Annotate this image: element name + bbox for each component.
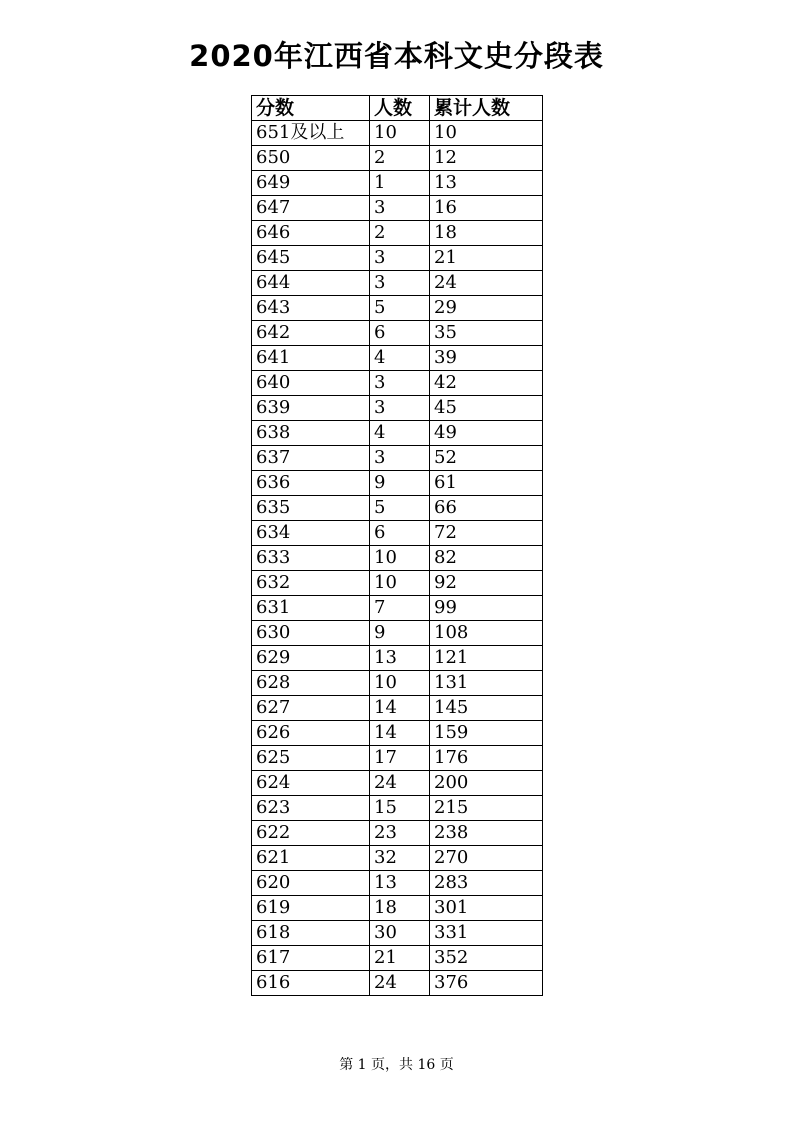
cell-score: 629 — [252, 646, 370, 671]
table-row — [252, 971, 543, 996]
cell-cumulative: 39 — [430, 346, 543, 371]
cell-count: 10 — [370, 121, 430, 146]
cell-count: 10 — [370, 671, 430, 696]
table-row — [252, 846, 543, 871]
cell-score: 618 — [252, 921, 370, 946]
table-row — [252, 771, 543, 796]
cell-score: 632 — [252, 571, 370, 596]
table-row — [252, 871, 543, 896]
cell-count: 24 — [370, 771, 430, 796]
table-row — [252, 746, 543, 771]
table-row — [252, 546, 543, 571]
cell-score: 636 — [252, 471, 370, 496]
table-row — [252, 346, 543, 371]
column-header-score: 分数 — [252, 96, 370, 121]
cell-count: 23 — [370, 821, 430, 846]
cell-count: 14 — [370, 721, 430, 746]
cell-score: 647 — [252, 196, 370, 221]
cell-count: 3 — [370, 271, 430, 296]
cell-cumulative: 331 — [430, 921, 543, 946]
table-row — [252, 946, 543, 971]
cell-cumulative: 301 — [430, 896, 543, 921]
table-row — [252, 496, 543, 521]
cell-score: 634 — [252, 521, 370, 546]
cell-score: 625 — [252, 746, 370, 771]
cell-score: 628 — [252, 671, 370, 696]
cell-count: 18 — [370, 896, 430, 921]
cell-count: 13 — [370, 871, 430, 896]
cell-count: 21 — [370, 946, 430, 971]
cell-cumulative: 16 — [430, 196, 543, 221]
cell-count: 6 — [370, 521, 430, 546]
cell-score: 626 — [252, 721, 370, 746]
cell-count: 3 — [370, 196, 430, 221]
cell-score: 624 — [252, 771, 370, 796]
cell-score: 639 — [252, 396, 370, 421]
table-row — [252, 221, 543, 246]
cell-count: 4 — [370, 346, 430, 371]
table-row — [252, 146, 543, 171]
cell-count: 32 — [370, 846, 430, 871]
table-row — [252, 896, 543, 921]
cell-count: 13 — [370, 646, 430, 671]
cell-cumulative: 21 — [430, 246, 543, 271]
cell-count: 5 — [370, 496, 430, 521]
table-row — [252, 696, 543, 721]
cell-count: 3 — [370, 246, 430, 271]
cell-cumulative: 145 — [430, 696, 543, 721]
cell-score: 635 — [252, 496, 370, 521]
page-footer: 第 1 页，共 16 页 — [339, 1057, 454, 1073]
cell-cumulative: 24 — [430, 271, 543, 296]
cell-count: 17 — [370, 746, 430, 771]
cell-count: 3 — [370, 396, 430, 421]
cell-cumulative: 159 — [430, 721, 543, 746]
cell-count: 5 — [370, 296, 430, 321]
table-header-row — [252, 96, 543, 121]
score-distribution-table — [251, 95, 543, 996]
cell-cumulative: 200 — [430, 771, 543, 796]
cell-count: 9 — [370, 621, 430, 646]
table-row — [252, 471, 543, 496]
cell-count: 3 — [370, 371, 430, 396]
cell-score: 620 — [252, 871, 370, 896]
cell-count: 30 — [370, 921, 430, 946]
cell-cumulative: 92 — [430, 571, 543, 596]
cell-cumulative: 108 — [430, 621, 543, 646]
cell-cumulative: 52 — [430, 446, 543, 471]
cell-count: 7 — [370, 596, 430, 621]
cell-count: 1 — [370, 171, 430, 196]
table-row — [252, 621, 543, 646]
cell-count: 24 — [370, 971, 430, 996]
cell-score: 633 — [252, 546, 370, 571]
cell-cumulative: 376 — [430, 971, 543, 996]
page-title: 2020年江西省本科文史分段表 — [189, 39, 604, 73]
cell-cumulative: 13 — [430, 171, 543, 196]
cell-score: 630 — [252, 621, 370, 646]
cell-score: 627 — [252, 696, 370, 721]
cell-cumulative: 42 — [430, 371, 543, 396]
table-row — [252, 571, 543, 596]
cell-cumulative: 49 — [430, 421, 543, 446]
cell-score: 622 — [252, 821, 370, 846]
cell-score: 637 — [252, 446, 370, 471]
table-row — [252, 521, 543, 546]
cell-score: 621 — [252, 846, 370, 871]
cell-cumulative: 45 — [430, 396, 543, 421]
cell-count: 15 — [370, 796, 430, 821]
cell-score: 649 — [252, 171, 370, 196]
table-row — [252, 296, 543, 321]
cell-count: 4 — [370, 421, 430, 446]
cell-count: 6 — [370, 321, 430, 346]
cell-score: 616 — [252, 971, 370, 996]
cell-cumulative: 35 — [430, 321, 543, 346]
table-row — [252, 446, 543, 471]
column-header-count: 人数 — [370, 96, 430, 121]
cell-count: 14 — [370, 696, 430, 721]
table-row — [252, 921, 543, 946]
cell-score: 643 — [252, 296, 370, 321]
cell-cumulative: 29 — [430, 296, 543, 321]
cell-count: 9 — [370, 471, 430, 496]
cell-count: 3 — [370, 446, 430, 471]
table-row — [252, 646, 543, 671]
cell-score: 617 — [252, 946, 370, 971]
table-row — [252, 171, 543, 196]
cell-cumulative: 215 — [430, 796, 543, 821]
cell-cumulative: 61 — [430, 471, 543, 496]
cell-cumulative: 66 — [430, 496, 543, 521]
table-row — [252, 421, 543, 446]
cell-score: 642 — [252, 321, 370, 346]
cell-score: 651及以上 — [252, 121, 370, 146]
table-row — [252, 121, 543, 146]
table-row — [252, 671, 543, 696]
cell-cumulative: 12 — [430, 146, 543, 171]
table-row — [252, 246, 543, 271]
cell-cumulative: 10 — [430, 121, 543, 146]
cell-cumulative: 131 — [430, 671, 543, 696]
cell-score: 640 — [252, 371, 370, 396]
table-body — [252, 121, 543, 996]
cell-score: 645 — [252, 246, 370, 271]
cell-count: 2 — [370, 221, 430, 246]
cell-score: 619 — [252, 896, 370, 921]
cell-score: 631 — [252, 596, 370, 621]
cell-count: 10 — [370, 571, 430, 596]
cell-cumulative: 99 — [430, 596, 543, 621]
cell-cumulative: 270 — [430, 846, 543, 871]
cell-cumulative: 238 — [430, 821, 543, 846]
table-row — [252, 371, 543, 396]
table-row — [252, 721, 543, 746]
cell-cumulative: 82 — [430, 546, 543, 571]
cell-count: 10 — [370, 546, 430, 571]
cell-cumulative: 176 — [430, 746, 543, 771]
cell-count: 2 — [370, 146, 430, 171]
cell-score: 641 — [252, 346, 370, 371]
table-row — [252, 196, 543, 221]
table-row — [252, 321, 543, 346]
cell-score: 650 — [252, 146, 370, 171]
cell-score: 644 — [252, 271, 370, 296]
table-row — [252, 271, 543, 296]
table-header — [252, 96, 543, 121]
cell-cumulative: 72 — [430, 521, 543, 546]
cell-cumulative: 283 — [430, 871, 543, 896]
cell-score: 638 — [252, 421, 370, 446]
table-row — [252, 821, 543, 846]
cell-cumulative: 121 — [430, 646, 543, 671]
table-row — [252, 596, 543, 621]
table-row — [252, 396, 543, 421]
cell-score: 623 — [252, 796, 370, 821]
cell-cumulative: 18 — [430, 221, 543, 246]
cell-score: 646 — [252, 221, 370, 246]
column-header-cumulative: 累计人数 — [430, 96, 543, 121]
table-row — [252, 796, 543, 821]
cell-cumulative: 352 — [430, 946, 543, 971]
